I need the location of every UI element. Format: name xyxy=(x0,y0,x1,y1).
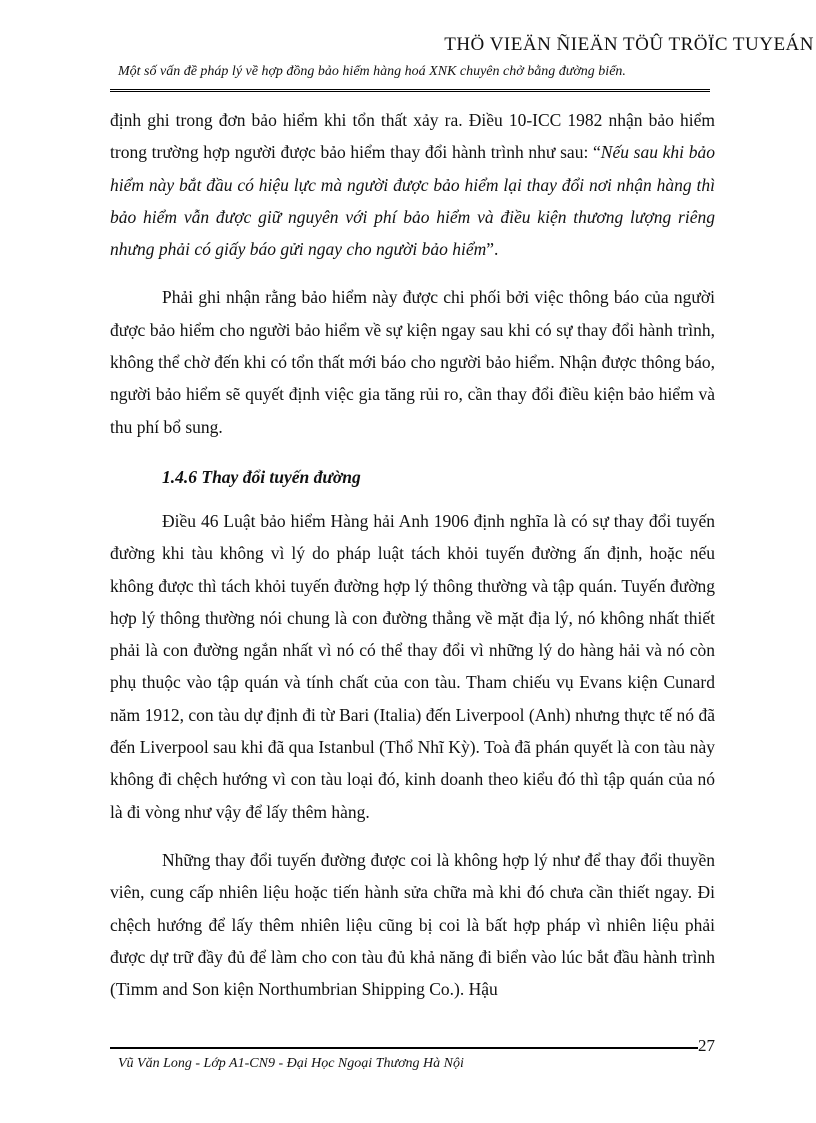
running-header: Một số vấn đề pháp lý về hợp đồng bảo hiểm hàng hoá XNK chuyên chở bằng đường biển. xyxy=(118,64,626,79)
paragraph-3: Điều 46 Luật bảo hiểm Hàng hải Anh 1906 định nghĩa là có sự thay đổi tuyến đường khi tàu không vì lý do pháp luật tách khỏi tuyến đường ấn định, hoặc nếu không được thì tách khỏi tuyến đường hợp lý thông thường và tập quán. Tuyến đường hợp lý thông thường nói chung là con đường thẳng về mặt địa lý, nó không nhất thiết phải là con đường ngắn nhất vì nó có thể thay đổi vì những lý do hàng hải và nó còn phụ thuộc vào tập quán và tính chất của con tàu. Tham chiếu vụ Evans kiện Cunard năm 1912, con tàu dự định đi từ Bari (Italia) đến Liverpool (Anh) nhưng thực tế nó đã đến Liverpool sau khi đã qua Istanbul (Thổ Nhĩ Kỳ). Toà đã phán quyết là con tàu này không đi chệch hướng vì con tàu loại đó, kinh doanh theo kiểu đó thì tập quán của nó là đi vòng như vậy để lấy thêm hàng. xyxy=(110,510,715,822)
paragraph-2: Phải ghi nhận rằng bảo hiểm này được chi phối bởi việc thông báo của người được bảo hiểm cho người bảo hiểm về sự kiện ngay sau khi có sự thay đổi hành trình, không thể chờ đến khi có tổn thất mới báo cho người bảo hiểm. Nhận được thông báo, người bảo hiểm sẽ quyết định việc gia tăng rủi ro, cần thay đổi điều kiện bảo hiểm và thu phí bổ sung. xyxy=(110,287,715,437)
paragraph-1 xyxy=(110,104,715,265)
footer-rule xyxy=(110,1047,698,1049)
page-body xyxy=(110,104,715,1005)
page-number: 27 xyxy=(698,1036,715,1055)
section-heading: 1.4.6 Thay đổi tuyến đường xyxy=(162,466,361,487)
quoted-clause: Nếu sau khi bảo hiểm này bắt đầu có hiệu lực mà người được bảo hiểm lại thay đổi nơi nhận hàng thì bảo hiểm vẫn được giữ nguyên với phí bảo hiểm và điều kiện thương lượng riêng nhưng phải có giấy báo gửi ngay cho người bảo hiểm xyxy=(110,142,715,260)
paragraph-4: Những thay đổi tuyến đường được coi là không hợp lý như để thay đổi thuyền viên, cung cấp nhiên liệu hoặc tiến hành sửa chữa mà khi đó chưa cần thiết ngay. Đi chệch hướng để lấy thêm nhiên liệu cũng bị coi là bất hợp pháp vì nhiên liệu phải được dự trữ đầy đủ để làm cho con tàu đủ khả năng đi biển vào lúc bắt đầu hành trình (Timm and Son kiện Northumbrian Shipping Co.). Hậu xyxy=(110,849,715,1000)
header-rule xyxy=(110,89,710,92)
paragraph-1-start: định ghi trong đơn bảo hiểm khi tổn thất xảy ra. Điều 10-ICC 1982 nhận bảo hiểm trong trường hợp người được bảo hiểm thay đổi hành trình như sau: “ xyxy=(110,110,715,163)
paragraph-1-end: ”. xyxy=(486,239,499,260)
library-watermark: THÖ VIEÄN ÑIEÄN TÖÛ TRÖÏC TUYEÁN xyxy=(444,34,814,55)
footer-author: Vũ Văn Long - Lớp A1-CN9 - Đại Học Ngoại Thương Hà Nội xyxy=(118,1056,464,1071)
